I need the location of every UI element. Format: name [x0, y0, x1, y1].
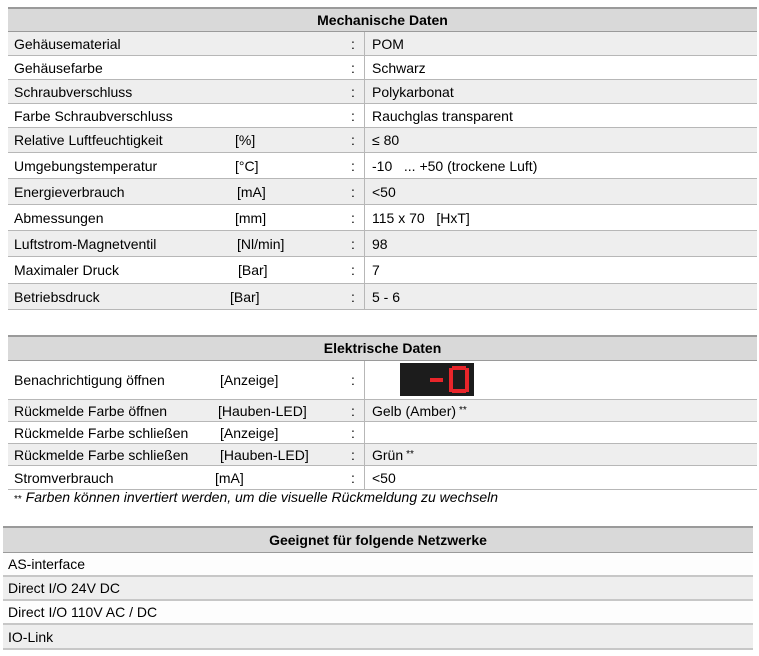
- row-value: Rauchglas transparent: [372, 107, 513, 124]
- footnote-text: Farben können invertiert werden, um die visuelle Rückmeldung zu wechseln: [21, 489, 499, 505]
- row-label: Farbe Schraubverschluss: [14, 107, 173, 124]
- row-colon: :: [351, 446, 355, 463]
- row-label: Relative Luftfeuchtigkeit: [14, 132, 163, 148]
- row-colon: :: [351, 107, 355, 124]
- network-item: AS-interface: [8, 556, 86, 572]
- row-value: ≤ 80: [372, 132, 400, 148]
- row-value: [372, 400, 467, 421]
- row-colon: :: [351, 402, 355, 419]
- row-label: Rückmelde Farbe schließen: [14, 446, 189, 463]
- row-label: Rückmelde Farbe öffnen: [14, 402, 168, 419]
- row-colon: :: [351, 288, 355, 305]
- row-unit: [%]: [235, 132, 256, 148]
- row-label: Schraubverschluss: [14, 83, 133, 100]
- table-row: [8, 56, 757, 80]
- row-label: Benachrichtigung öffnen: [14, 372, 165, 388]
- row-value-note: **: [459, 405, 467, 416]
- network-item: Direct I/O 24V DC: [8, 580, 121, 596]
- table-row: [8, 444, 757, 466]
- row-value: [372, 444, 414, 465]
- table-row: [8, 284, 757, 310]
- row-value: -10 ... +50 (trockene Luft): [372, 157, 538, 174]
- list-item: [3, 577, 753, 601]
- row-colon: :: [351, 157, 355, 174]
- row-value: Schwarz: [372, 59, 426, 76]
- table-row: [8, 205, 757, 231]
- table-row: [8, 179, 757, 205]
- row-value-text: Gelb (Amber): [372, 402, 457, 419]
- table-row: [8, 400, 757, 422]
- row-label: Gehäusefarbe: [14, 59, 103, 76]
- table-row: [8, 128, 757, 153]
- row-value: 98: [372, 235, 388, 252]
- table-row: [8, 422, 757, 444]
- table-row: [8, 104, 757, 128]
- row-unit: [Hauben-LED]: [218, 402, 307, 419]
- list-item: [3, 601, 753, 625]
- networks-table: [3, 526, 753, 650]
- row-unit: [Bar]: [230, 288, 260, 305]
- table-row: [8, 231, 757, 257]
- row-colon: :: [351, 372, 355, 388]
- list-item: [3, 553, 753, 577]
- row-label: Rückmelde Farbe schließen: [14, 424, 189, 441]
- row-colon: :: [351, 424, 355, 441]
- network-item: IO-Link: [8, 628, 54, 645]
- row-value: Polykarbonat: [372, 83, 454, 100]
- row-value: <50: [372, 469, 396, 486]
- footnote-star: **: [14, 494, 22, 505]
- row-unit: [mA]: [215, 469, 244, 486]
- row-label: Energieverbrauch: [14, 183, 125, 200]
- row-colon: :: [351, 469, 355, 486]
- row-colon: :: [351, 262, 355, 278]
- row-colon: :: [351, 183, 355, 200]
- table-row: [8, 466, 757, 490]
- electrical-header: Elektrische Daten: [8, 335, 757, 361]
- row-colon: :: [351, 59, 355, 76]
- row-colon: :: [351, 209, 355, 226]
- row-value: <50: [372, 183, 396, 200]
- row-value: 115 x 70 [HxT]: [372, 209, 470, 226]
- row-unit: [Anzeige]: [220, 372, 279, 388]
- row-colon: :: [351, 132, 355, 148]
- row-label: Luftstrom-Magnetventil: [14, 235, 157, 252]
- table-row: [8, 153, 757, 179]
- row-value: 5 - 6: [372, 288, 401, 305]
- row-colon: :: [351, 83, 355, 100]
- row-label: Maximaler Druck: [14, 262, 120, 278]
- row-label: Betriebsdruck: [14, 288, 100, 305]
- row-label: Umgebungstemperatur: [14, 157, 158, 174]
- row-value-text: Grün: [372, 446, 404, 463]
- row-label: Stromverbrauch: [14, 469, 114, 486]
- row-value: 7: [372, 262, 380, 278]
- footnote: [14, 489, 498, 505]
- networks-header: Geeignet für folgende Netzwerke: [3, 526, 753, 553]
- row-unit: [mm]: [235, 209, 267, 226]
- row-value-note: **: [406, 449, 414, 460]
- row-unit: [Nl/min]: [237, 235, 285, 252]
- row-unit: [Hauben-LED]: [220, 446, 309, 463]
- row-colon: :: [351, 235, 355, 252]
- row-unit: [mA]: [237, 183, 266, 200]
- row-unit: [Bar]: [238, 262, 268, 278]
- row-colon: :: [351, 35, 355, 52]
- table-row: [8, 361, 757, 400]
- row-unit: [°C]: [235, 157, 259, 174]
- row-unit: [Anzeige]: [220, 424, 279, 441]
- led-display-icon: [400, 363, 474, 396]
- mechanical-header: Mechanische Daten: [8, 7, 757, 32]
- mechanical-table: [8, 7, 757, 310]
- row-label: Gehäusematerial: [14, 35, 121, 52]
- table-row: [8, 32, 757, 56]
- row-value: POM: [372, 35, 404, 52]
- table-row: [8, 80, 757, 104]
- network-item: Direct I/O 110V AC / DC: [8, 604, 158, 620]
- electrical-table: [8, 335, 757, 490]
- table-row: [8, 257, 757, 284]
- list-item: [3, 625, 753, 650]
- row-label: Abmessungen: [14, 209, 104, 226]
